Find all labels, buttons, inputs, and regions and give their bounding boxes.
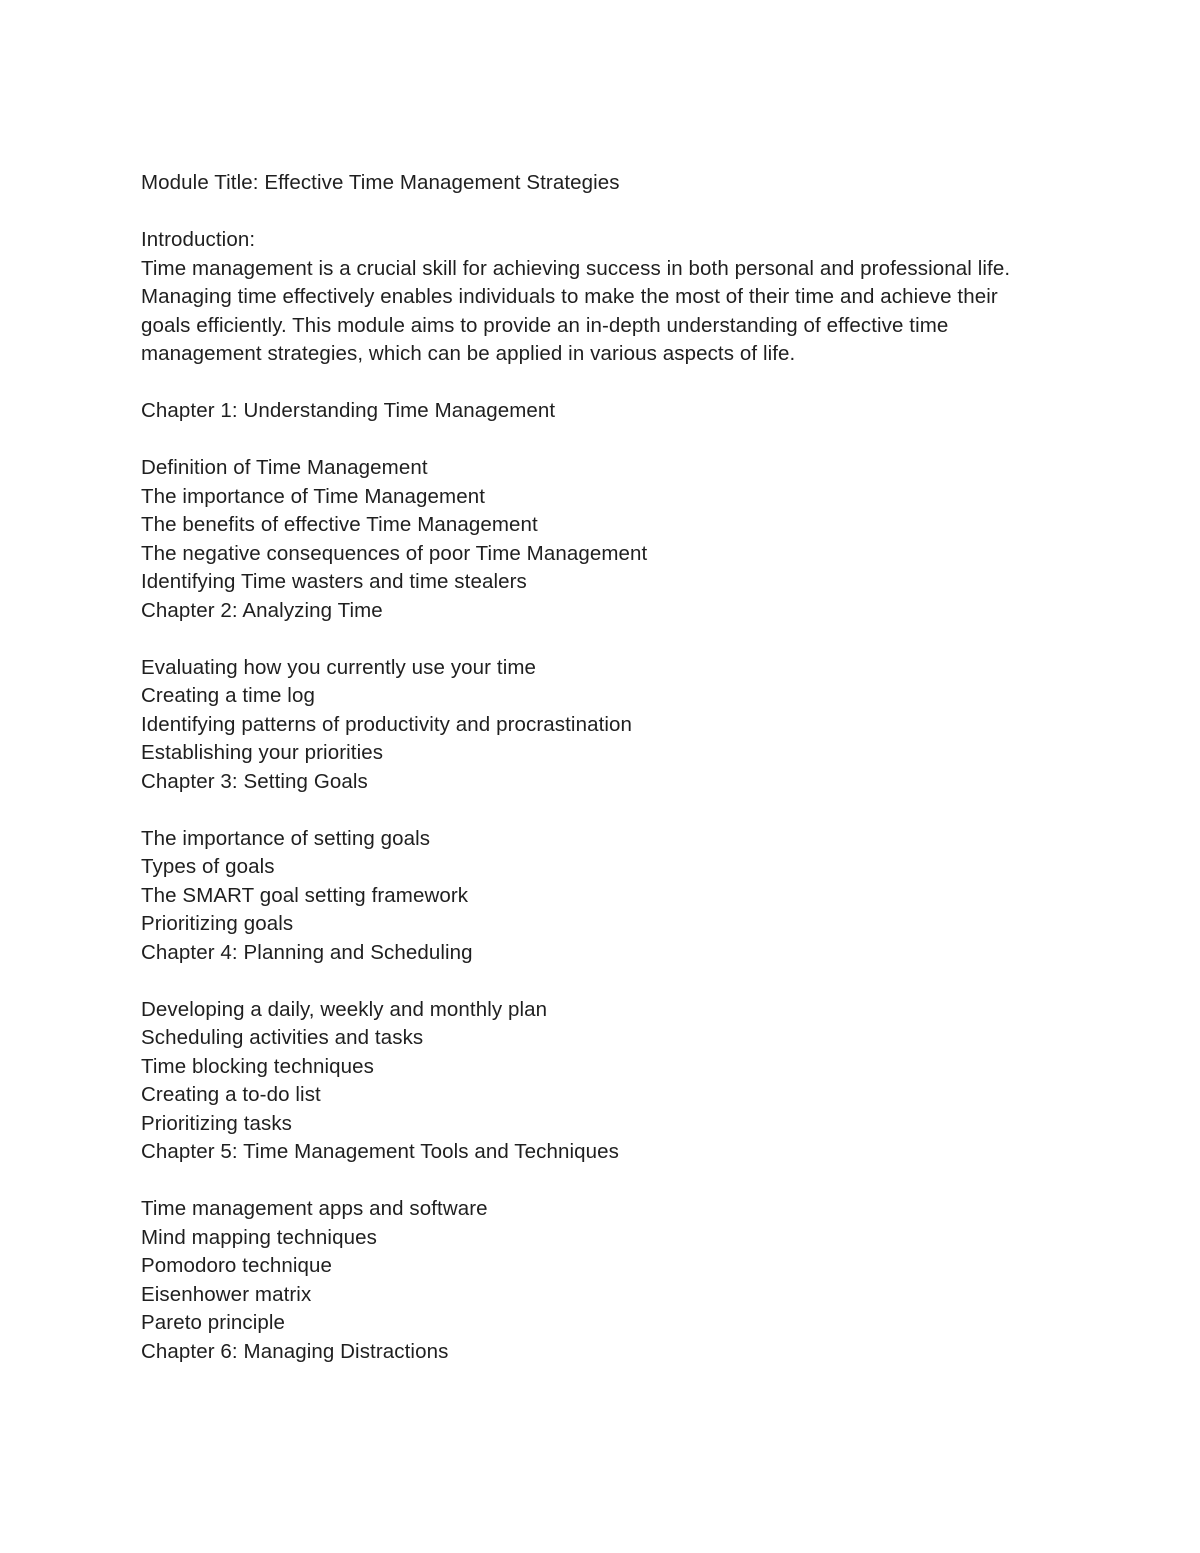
- spacer: [141, 796, 1061, 825]
- chapter-item: Mind mapping techniques: [141, 1225, 377, 1249]
- chapter-title: Chapter 2: Analyzing Time: [141, 598, 383, 622]
- introduction-line: management strategies, which can be applied in various aspects of life.: [141, 342, 796, 365]
- chapter-item: The benefits of effective Time Management: [141, 513, 538, 536]
- introduction-line: Managing time effectively enables individuals to make the most of their time and achieve their: [141, 285, 998, 308]
- chapter-title: Chapter 3: Setting Goals: [141, 769, 368, 793]
- chapter-item: Scheduling activities and tasks: [141, 1026, 424, 1049]
- chapter-item: Pomodoro technique: [141, 1254, 332, 1277]
- chapter-item: Prioritizing goals: [141, 912, 294, 935]
- chapter-item: Developing a daily, weekly and monthly plan: [141, 997, 548, 1021]
- chapter-item: Establishing your priorities: [141, 741, 384, 764]
- spacer: [141, 967, 1061, 996]
- chapter-item: Pareto principle: [141, 1311, 286, 1334]
- chapter-item: Eisenhower matrix: [141, 1282, 312, 1306]
- spacer: [141, 198, 1061, 227]
- chapter-title: Chapter 6: Managing Distractions: [141, 1339, 449, 1363]
- chapter-title: Chapter 1: Understanding Time Management: [141, 399, 556, 422]
- spacer: [141, 426, 1061, 455]
- module-title: Module Title: Effective Time Management Strategies: [141, 171, 620, 194]
- chapter-item: Time management apps and software: [141, 1197, 488, 1220]
- spacer: [141, 369, 1061, 398]
- chapter-item: Identifying Time wasters and time stealers: [141, 570, 527, 593]
- chapter-item: Prioritizing tasks: [141, 1111, 293, 1135]
- chapter-title: Chapter 4: Planning and Scheduling: [141, 940, 473, 964]
- chapter-item: Definition of Time Management: [141, 456, 428, 479]
- spacer: [141, 1167, 1061, 1196]
- chapter-item: Time blocking techniques: [141, 1054, 374, 1078]
- introduction-heading: Introduction:: [141, 228, 256, 251]
- chapter-item: Creating a time log: [141, 684, 315, 707]
- spacer: [141, 625, 1061, 654]
- chapter-item: The importance of setting goals: [141, 826, 431, 850]
- chapter-item: Types of goals: [141, 855, 275, 878]
- chapter-item: The SMART goal setting framework: [141, 883, 469, 907]
- chapter-item: The importance of Time Management: [141, 484, 485, 508]
- introduction-line: Time management is a crucial skill for achieving success in both personal and professional life.: [141, 256, 1011, 280]
- chapter-title: Chapter 5: Time Management Tools and Techniques: [141, 1140, 620, 1163]
- chapter-item: Identifying patterns of productivity and procrastination: [141, 712, 633, 736]
- chapter-item: Creating a to-do list: [141, 1083, 321, 1106]
- chapter-item: Evaluating how you currently use your time: [141, 655, 537, 679]
- document-body: [141, 169, 1061, 1366]
- introduction-line: goals efficiently. This module aims to provide an in-depth understanding of effective time: [141, 313, 949, 337]
- chapter-item: The negative consequences of poor Time Management: [141, 541, 648, 565]
